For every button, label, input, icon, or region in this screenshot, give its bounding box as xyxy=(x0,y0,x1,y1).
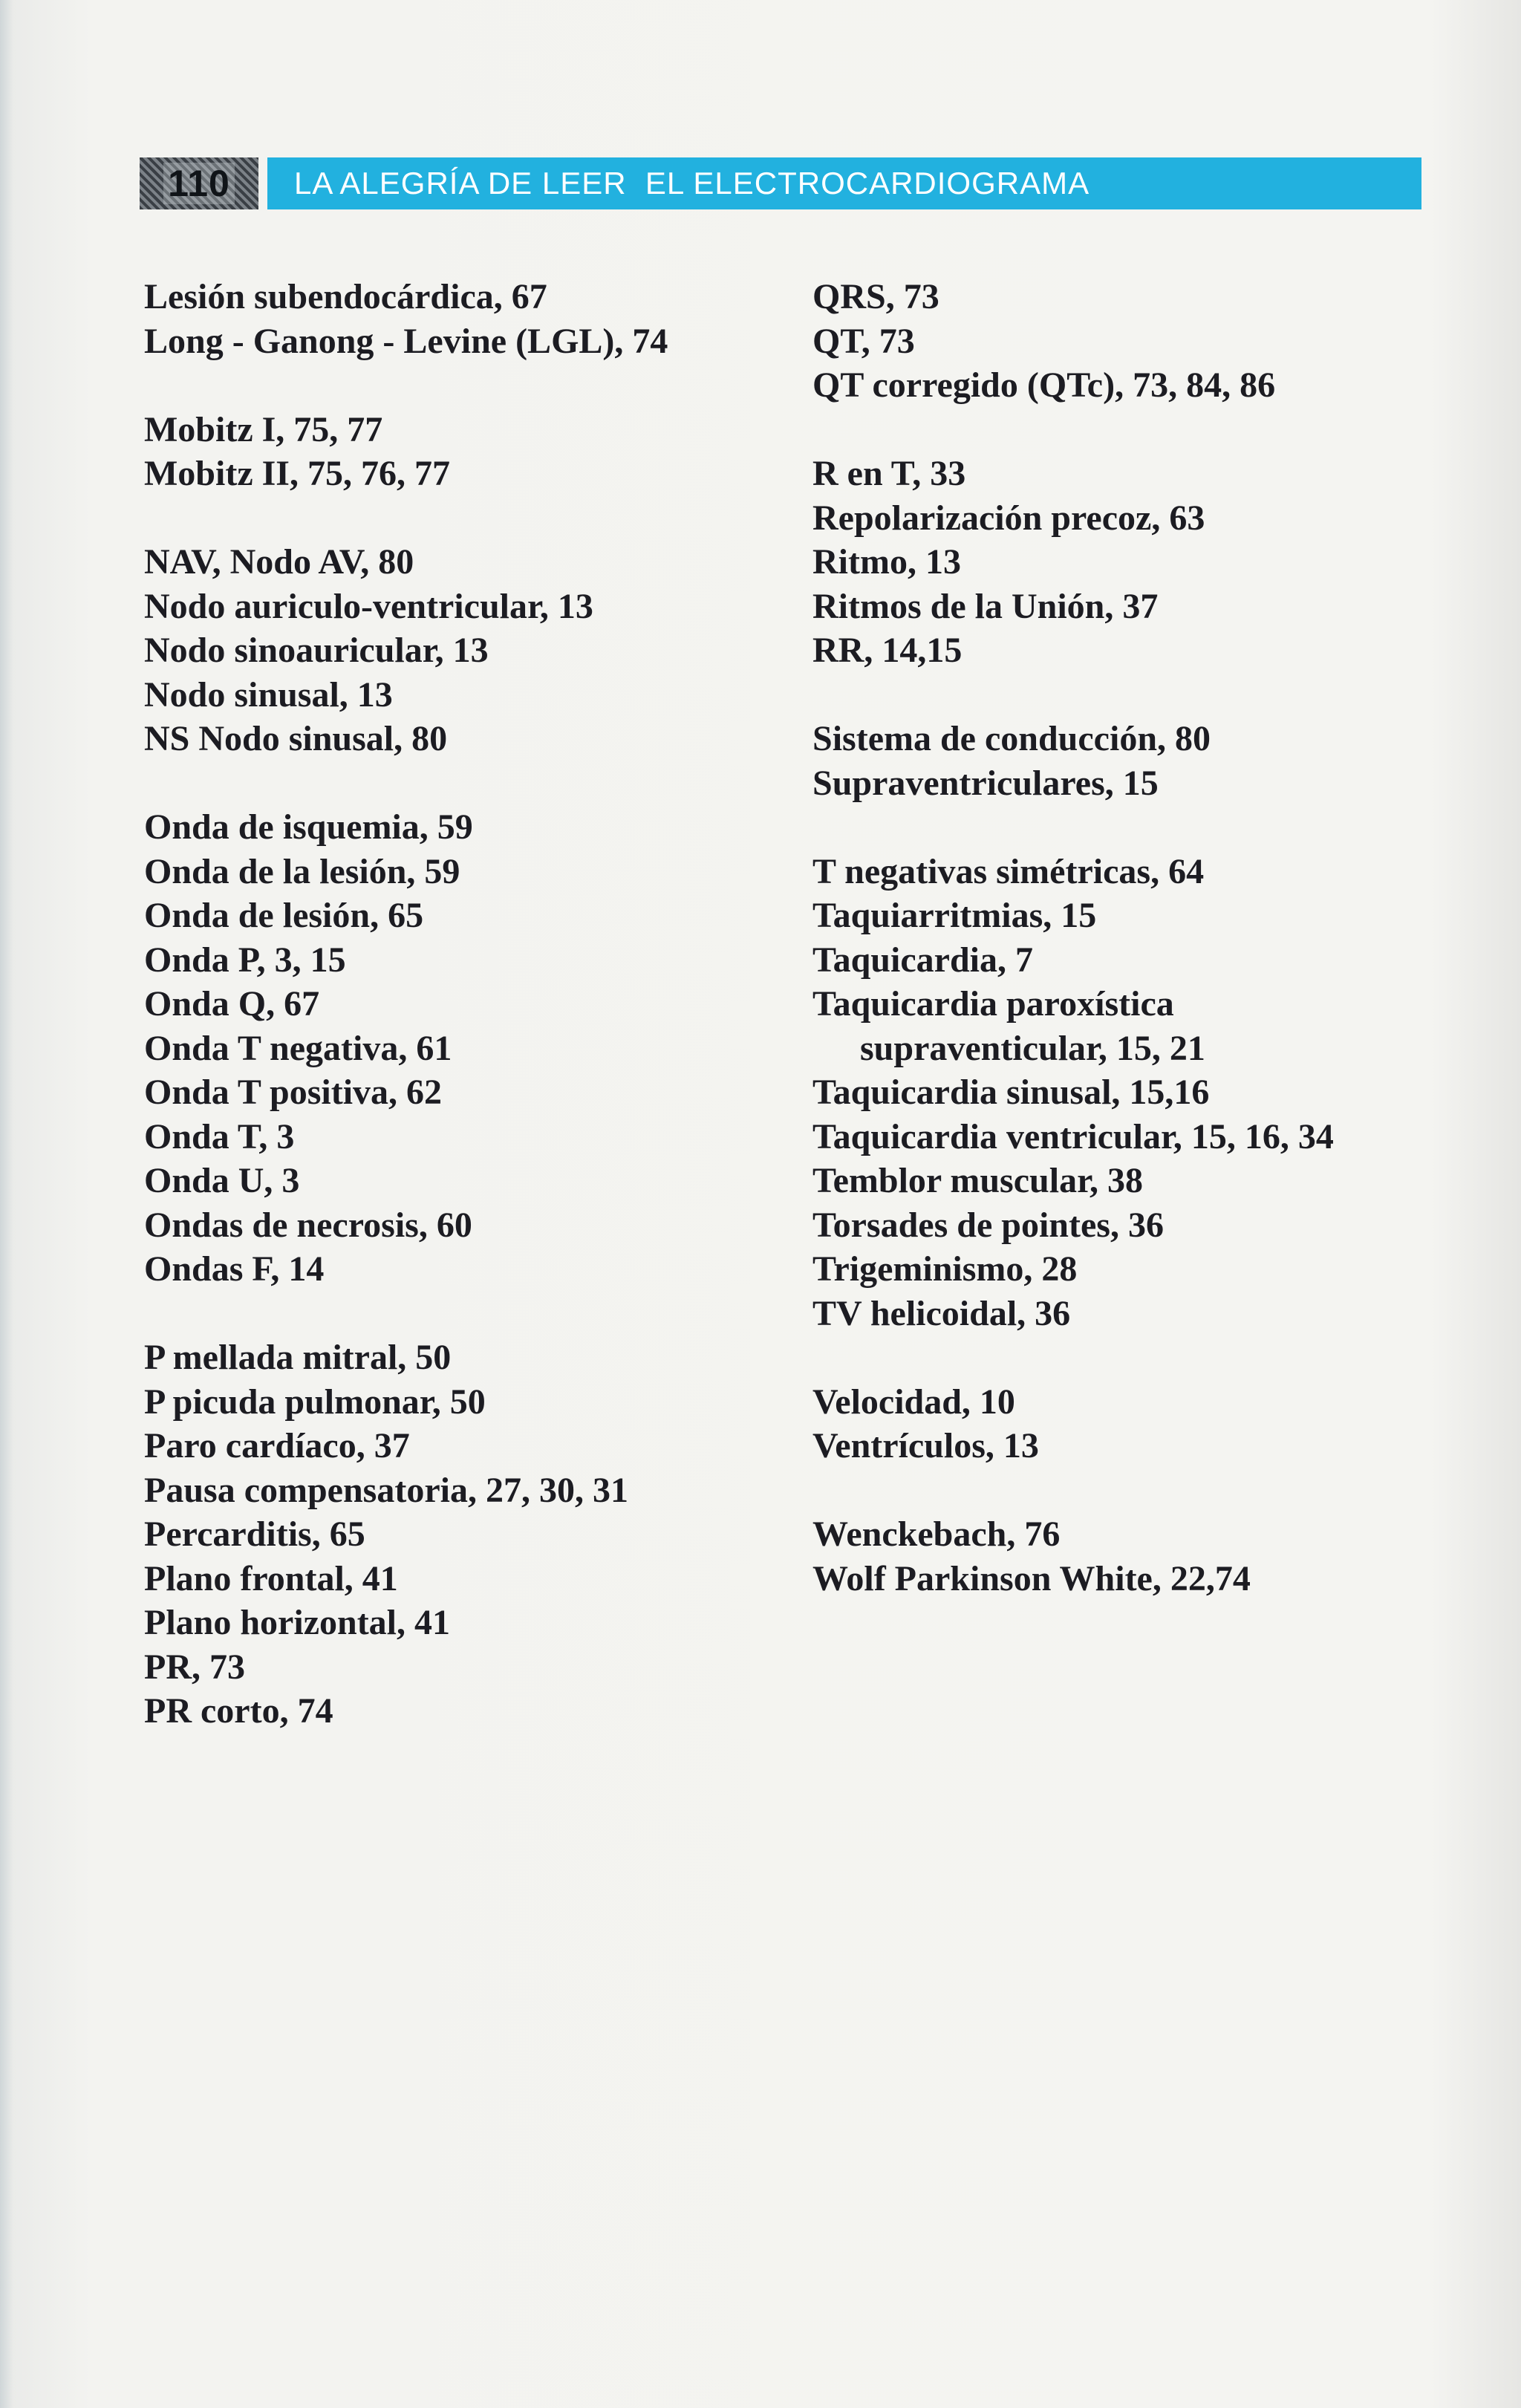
index-entry: NS Nodo sinusal, 80 xyxy=(144,719,448,758)
index-entry: Paro cardíaco, 37 xyxy=(144,1426,410,1465)
index-group-spacer xyxy=(812,1335,1451,1380)
index-entry: Plano horizontal, 41 xyxy=(144,1603,451,1642)
index-group-spacer xyxy=(812,805,1451,850)
index-entry: P mellada mitral, 50 xyxy=(144,1338,452,1377)
index-group-spacer xyxy=(144,496,768,541)
index-entry: P picuda pulmonar, 50 xyxy=(144,1382,486,1422)
index-entry: Ritmo, 13 xyxy=(812,542,961,582)
index-entry: QT corregido (QTc), 73, 84, 86 xyxy=(812,365,1276,405)
page-edge-shadow xyxy=(0,0,13,2408)
index-entry: Torsades de pointes, 36 xyxy=(812,1205,1164,1245)
index-group-spacer xyxy=(144,363,768,408)
index-entry: Nodo sinoauricular, 13 xyxy=(144,631,489,670)
index-entry: Taquiarritmias, 15 xyxy=(812,896,1097,935)
index-entry: Percarditis, 65 xyxy=(144,1514,365,1554)
index-entry: Mobitz I, 75, 77 xyxy=(144,409,383,449)
index-group-spacer xyxy=(812,1468,1451,1513)
index-entry: Pausa compensatoria, 27, 30, 31 xyxy=(144,1470,628,1510)
index-group-spacer xyxy=(812,673,1451,717)
page-header xyxy=(140,157,1421,209)
index-entry: T negativas simétricas, 64 xyxy=(812,851,1205,891)
index-entry: Onda Q, 67 xyxy=(144,984,320,1024)
index-entry: Onda de lesión, 65 xyxy=(144,896,424,935)
index-entry: Nodo auriculo-ventricular, 13 xyxy=(144,586,593,626)
index-entry: Plano frontal, 41 xyxy=(144,1558,398,1598)
index-entry: Long - Ganong - Levine (LGL), 74 xyxy=(144,321,668,361)
index-entry: Onda de isquemia, 59 xyxy=(144,807,473,847)
index-entry: Ondas de necrosis, 60 xyxy=(144,1205,472,1245)
index-entry: Ritmos de la Unión, 37 xyxy=(812,586,1159,626)
index-entry: Ondas F, 14 xyxy=(144,1249,325,1289)
index-entry: QT, 73 xyxy=(812,321,915,361)
index-entry: RR, 14,15 xyxy=(812,631,963,670)
index-entry: Onda de la lesión, 59 xyxy=(144,851,460,891)
index-entry: Lesión subendocárdica, 67 xyxy=(144,277,547,316)
index-entry: NAV, Nodo AV, 80 xyxy=(144,542,414,582)
index-entry: Onda T, 3 xyxy=(144,1116,295,1156)
index-entry: Sistema de conducción, 80 xyxy=(812,719,1211,758)
index-entry: Taquicardia paroxística xyxy=(812,984,1174,1024)
index-entry: Onda T negativa, 61 xyxy=(144,1028,452,1068)
index-entry: PR corto, 74 xyxy=(144,1691,333,1731)
index-entry: Nodo sinusal, 13 xyxy=(144,674,393,715)
index-entry: Repolarización precoz, 63 xyxy=(812,498,1205,538)
index-group-spacer xyxy=(812,408,1451,452)
index-entry: QRS, 73 xyxy=(812,277,939,316)
index-group-spacer xyxy=(144,1292,768,1336)
index-entry: Onda T positiva, 62 xyxy=(144,1073,443,1112)
index-entry: Supraventriculares, 15 xyxy=(812,763,1159,803)
index-entry: Taquicardia sinusal, 15,16 xyxy=(812,1073,1210,1112)
index-entry: Mobitz II, 75, 76, 77 xyxy=(144,454,450,493)
page-number-box xyxy=(140,157,258,209)
index-group-spacer xyxy=(144,761,768,806)
index-entry: Onda U, 3 xyxy=(144,1161,300,1200)
index-entry: Velocidad, 10 xyxy=(812,1382,1015,1422)
index-entry: Wenckebach, 76 xyxy=(812,1514,1061,1554)
index-entry: Taquicardia, 7 xyxy=(812,940,1033,980)
index-entry: R en T, 33 xyxy=(812,454,966,493)
index-entry: Wolf Parkinson White, 22,74 xyxy=(812,1558,1251,1598)
index-entry: Temblor muscular, 38 xyxy=(812,1161,1143,1200)
index-entry: Taquicardia ventricular, 15, 16, 34 xyxy=(812,1116,1334,1156)
index-column-left xyxy=(144,275,768,1734)
index-entry: Onda P, 3, 15 xyxy=(144,940,346,980)
index-entry: TV helicoidal, 36 xyxy=(812,1293,1071,1333)
page-number: 110 xyxy=(163,163,235,204)
index-entry: Trigeminismo, 28 xyxy=(812,1249,1078,1289)
index-entry-continuation: supraventicular, 15, 21 xyxy=(860,1028,1205,1068)
index-entry: Ventrículos, 13 xyxy=(812,1426,1039,1465)
running-title: LA ALEGRÍA DE LEER EL ELECTROCARDIOGRAMA xyxy=(267,157,1421,209)
index-entry: PR, 73 xyxy=(144,1647,245,1687)
index-column-right xyxy=(812,275,1451,1601)
